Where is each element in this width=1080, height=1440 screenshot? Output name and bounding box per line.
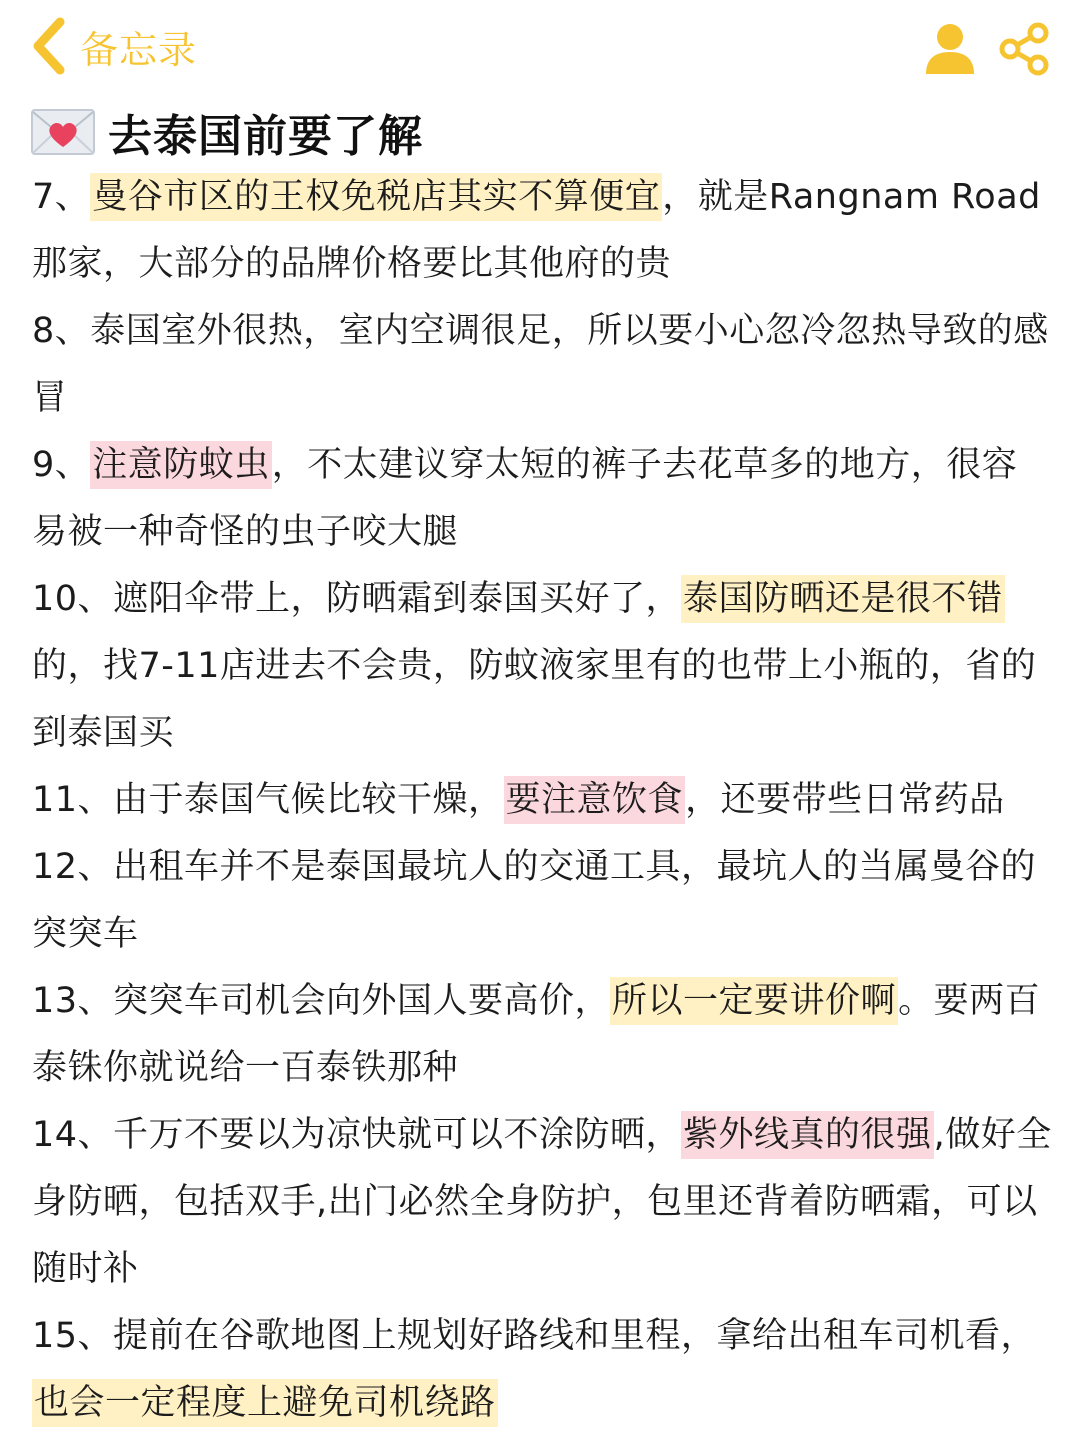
list-item: 11、由于泰国气候比较干燥，要注意饮食，还要带些日常药品 [32,767,1052,834]
share-icon[interactable] [998,22,1050,76]
note-title: 去泰国前要了解 [108,111,423,162]
list-item: 8、泰国室外很热，室内空调很足，所以要小心忽冷忽热导致的感冒 [32,311,1049,418]
chevron-left-icon [28,16,68,76]
love-letter-icon [30,107,96,157]
list-item: 15、提前在谷歌地图上规划好路线和里程，拿给出租车司机看，也会一定程度上避免司机绕路 [32,1303,1052,1437]
highlight: 注意防蚊虫 [90,441,272,489]
back-label: 备忘录 [80,27,198,72]
list-item: 9、注意防蚊虫，不太建议穿太短的裤子去花草多的地方，很容易被一种奇怪的虫子咬大腿 [32,432,1052,566]
list-item: 14、千万不要以为凉快就可以不涂防晒，紫外线真的很强,做好全身防晒，包括双手,出门必然全身防护，包里还背着防晒霜，可以随时补 [32,1102,1052,1303]
list-item: 13、突突车司机会向外国人要高价，所以一定要讲价啊。要两百泰铢你就说给一百泰铁那种 [32,968,1052,1102]
highlight: 紫外线真的很强 [681,1111,934,1159]
highlight: 要注意饮食 [504,776,686,824]
note-title-row [30,100,423,164]
highlight: 所以一定要讲价啊 [610,977,898,1025]
top-actions [924,22,1050,76]
user-icon[interactable] [924,22,976,76]
highlight: 泰国防晒还是很不错 [681,575,1005,623]
note-body [32,164,1052,1437]
list-item: 7、曼谷市区的王权免税店其实不算便宜，就是Rangnam Road那家，大部分的品牌价格要比其他府的贵 [32,164,1052,298]
back-button[interactable] [28,14,197,78]
highlight: 曼谷市区的王权免税店其实不算便宜 [90,173,662,221]
list-item: 12、出租车并不是泰国最坑人的交通工具，最坑人的当属曼谷的突突车 [32,847,1037,954]
list-item: 10、遮阳伞带上，防晒霜到泰国买好了，泰国防晒还是很不错的，找7-11店进去不会贵，防蚊液家里有的也带上小瓶的，省的到泰国买 [32,566,1052,767]
highlight: 也会一定程度上避免司机绕路 [32,1379,498,1427]
top-bar [0,0,1080,96]
